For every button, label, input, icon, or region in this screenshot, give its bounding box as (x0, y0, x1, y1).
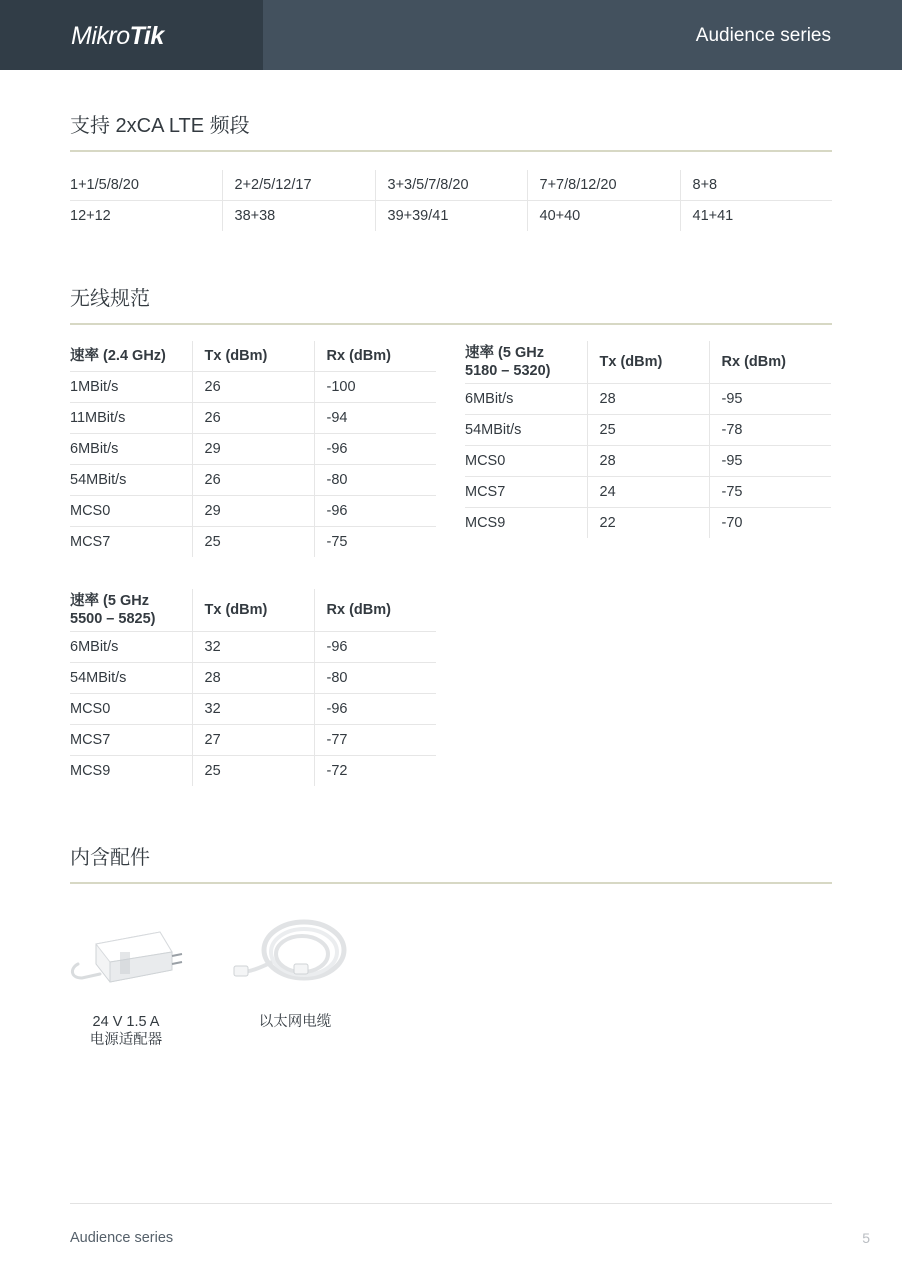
tx-cell: 29 (192, 434, 314, 465)
tx-cell: 29 (192, 496, 314, 527)
lte-band-cell: 2+2/5/12/17 (222, 170, 375, 201)
column-header: 速率 (2.4 GHz) (70, 341, 192, 372)
footer-rule (70, 1203, 832, 1204)
table-row (70, 632, 436, 663)
rx-cell: -96 (314, 694, 436, 725)
accessories-section-rule (70, 882, 832, 884)
page-header (0, 0, 902, 70)
tx-cell: 32 (192, 694, 314, 725)
lte-bands-table (70, 170, 832, 231)
table-row (70, 496, 436, 527)
rate-cell: MCS0 (70, 694, 192, 725)
page-number: 5 (862, 1230, 870, 1246)
rx-cell: -78 (709, 415, 831, 446)
rx-cell: -72 (314, 756, 436, 787)
table-row (70, 694, 436, 725)
rx-cell: -95 (709, 446, 831, 477)
lte-band-cell: 40+40 (527, 201, 680, 232)
rate-cell: 6MBit/s (465, 384, 587, 415)
column-header: Tx (dBm) (192, 341, 314, 372)
wireless-table-5ghz-low (465, 341, 831, 538)
tx-cell: 32 (192, 632, 314, 663)
rx-cell: -70 (709, 508, 831, 539)
table-row (70, 465, 436, 496)
rx-cell: -95 (709, 384, 831, 415)
accessory-power-adapter (70, 1013, 182, 1049)
table-row (70, 527, 436, 558)
rate-cell: 11MBit/s (70, 403, 192, 434)
lte-band-cell: 41+41 (680, 201, 832, 232)
header-line: 速率 (5 GHz (70, 593, 149, 609)
tx-cell: 22 (587, 508, 709, 539)
mikrotik-logo (71, 22, 164, 50)
column-header (465, 341, 587, 384)
tx-cell: 25 (192, 527, 314, 558)
rate-cell: MCS7 (70, 725, 192, 756)
rate-cell: MCS7 (465, 477, 587, 508)
power-adapter-icon (68, 922, 186, 994)
accessory-label-line1: 以太网电缆 (258, 1014, 332, 1030)
wireless-table-5ghz-high (70, 589, 436, 786)
rx-cell: -96 (314, 434, 436, 465)
rx-cell: -100 (314, 372, 436, 403)
lte-band-cell: 12+12 (70, 208, 111, 224)
rate-cell: 54MBit/s (70, 663, 192, 694)
rx-cell: -80 (314, 465, 436, 496)
lte-band-cell: 39+39/41 (375, 201, 527, 232)
column-header: Tx (dBm) (587, 341, 709, 384)
lte-section-title: 支持 2xCA LTE 频段 (70, 115, 250, 137)
tx-cell: 27 (192, 725, 314, 756)
table-row (70, 372, 436, 403)
table-row (465, 415, 831, 446)
column-header: Rx (dBm) (314, 341, 436, 372)
rate-cell: MCS9 (465, 515, 506, 531)
accessory-ethernet-cable (240, 1013, 350, 1031)
table-row (70, 434, 436, 465)
table-row (465, 446, 831, 477)
tx-cell: 25 (192, 756, 314, 787)
accessory-label-line2: 电源适配器 (89, 1032, 163, 1048)
rate-cell: MCS9 (70, 763, 111, 779)
wireless-section-title: 无线规范 (70, 288, 150, 310)
rx-cell: -80 (314, 663, 436, 694)
rx-cell: -96 (314, 632, 436, 663)
tx-cell: 28 (192, 663, 314, 694)
lte-band-cell: 1+1/5/8/20 (70, 170, 222, 201)
accessories-section-title: 内含配件 (70, 847, 150, 869)
rate-cell: MCS0 (465, 446, 587, 477)
tx-cell: 24 (587, 477, 709, 508)
rate-cell: 54MBit/s (70, 465, 192, 496)
header-line: 速率 (5 GHz (465, 345, 544, 361)
header-line: 5180 – 5320) (465, 363, 551, 379)
wireless-section-rule (70, 323, 832, 325)
wireless-table-2-4ghz (70, 341, 436, 557)
table-row (70, 725, 436, 756)
lte-band-cell: 3+3/5/7/8/20 (375, 170, 527, 201)
accessory-label-line1: 24 V 1.5 A (92, 1014, 160, 1030)
tx-cell: 26 (192, 403, 314, 434)
rate-cell: 6MBit/s (70, 434, 192, 465)
table-row (70, 663, 436, 694)
column-header: Rx (dBm) (709, 341, 831, 384)
logo-text-tik: Tik (129, 22, 164, 50)
column-header: Tx (dBm) (192, 589, 314, 632)
table-row (465, 477, 831, 508)
table-row (465, 508, 831, 539)
rx-cell: -75 (709, 477, 831, 508)
ethernet-cable-icon (232, 910, 352, 1000)
rx-cell: -96 (314, 496, 436, 527)
table-row (70, 403, 436, 434)
table-header-row (70, 341, 436, 372)
footer-series-title: Audience series (70, 1230, 174, 1246)
table-header-row (70, 589, 436, 632)
rx-cell: -77 (314, 725, 436, 756)
table-row (70, 756, 436, 787)
column-header: Rx (dBm) (314, 589, 436, 632)
tx-cell: 28 (587, 384, 709, 415)
table-row (70, 201, 832, 232)
header-line: 5500 – 5825) (70, 611, 156, 627)
lte-band-cell: 38+38 (222, 201, 375, 232)
rate-cell: 54MBit/s (465, 415, 587, 446)
rate-cell: MCS7 (70, 534, 111, 550)
rate-cell: MCS0 (70, 496, 192, 527)
logo-block (0, 0, 263, 70)
lte-band-cell: 7+7/8/12/20 (527, 170, 680, 201)
tx-cell: 26 (192, 372, 314, 403)
tx-cell: 26 (192, 465, 314, 496)
rate-cell: 6MBit/s (70, 632, 192, 663)
table-header-row (465, 341, 831, 384)
rate-cell: 1MBit/s (70, 372, 192, 403)
table-row (465, 384, 831, 415)
rx-cell: -94 (314, 403, 436, 434)
header-series-title: Audience series (695, 25, 831, 46)
logo-text-mikro: Mikro (71, 22, 130, 50)
rx-cell: -75 (314, 527, 436, 558)
table-row (70, 170, 832, 201)
tx-cell: 25 (587, 415, 709, 446)
lte-band-cell: 8+8 (680, 170, 832, 201)
lte-section-rule (70, 150, 832, 152)
column-header (70, 589, 192, 632)
tx-cell: 28 (587, 446, 709, 477)
